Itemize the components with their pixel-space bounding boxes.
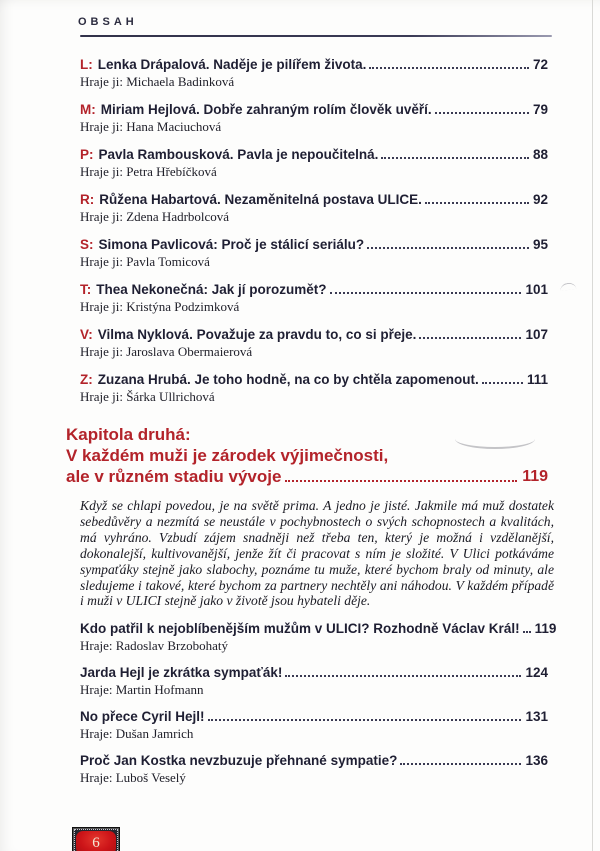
- dot-leader: [367, 247, 529, 249]
- entry-letter: T:: [80, 282, 92, 297]
- dot-leader: [419, 337, 521, 339]
- dot-leader: [425, 202, 529, 204]
- toc-section-chapter2: [80, 620, 557, 796]
- dot-leader: [482, 382, 523, 384]
- toc-entry-line: [80, 281, 548, 298]
- entry-title: Simona Pavlicová: Proč je stálicí seriálu?: [98, 237, 365, 252]
- entry-letter: Z:: [80, 372, 93, 387]
- entry-title: Miriam Hejlová. Dobře zahraným rolím člověk uvěří.: [100, 102, 432, 117]
- dot-leader: [285, 675, 521, 677]
- toc-entry: [80, 236, 548, 269]
- entry-page-number: 107: [525, 327, 548, 342]
- entry-actor: Hraje ji: Petra Hřebíčková: [80, 164, 217, 179]
- dot-leader: [208, 719, 522, 721]
- chapter-heading-line3: ale v různém stadiu vývoje: [66, 467, 282, 486]
- toc-entry: [80, 708, 548, 741]
- entry-actor: Hraje ji: Kristýna Podzimková: [80, 299, 240, 314]
- chapter-heading: [66, 424, 548, 487]
- entry-page-number: 119: [534, 621, 557, 636]
- toc-entry: [80, 752, 548, 785]
- page-number-badge: [72, 827, 120, 851]
- toc-entry-line: [80, 101, 548, 118]
- entry-page-number: 92: [532, 192, 548, 207]
- toc-entry: [80, 56, 548, 89]
- entry-page-number: 101: [525, 282, 548, 297]
- entry-actor: Hraje ji: Šárka Ullrichová: [80, 389, 215, 404]
- entry-actor: Hraje ji: Michaela Badinková: [80, 74, 235, 89]
- chapter-heading-line2: V každém muži je zárodek výjimečnosti,: [66, 446, 389, 465]
- toc-entry-line: [80, 708, 548, 725]
- entry-title: Jarda Hejl je zkrátka sympaťák!: [80, 665, 283, 680]
- entry-actor: Hraje: Martin Hofmann: [80, 682, 204, 697]
- entry-title: Kdo patřil k nejoblíbenějším mužům v ULICI? Rozhodně Václav Král!: [80, 621, 520, 636]
- entry-actor: Hraje: Dušan Jamrich: [80, 726, 194, 741]
- toc-entry-line: [80, 371, 548, 388]
- entry-page-number: 111: [526, 372, 548, 387]
- entry-page-number: 136: [525, 753, 548, 768]
- scan-smudge: [560, 282, 577, 291]
- dot-leader: [400, 763, 521, 765]
- toc-entry-line: [80, 236, 548, 253]
- entry-page-number: 95: [532, 237, 548, 252]
- entry-page-number: 124: [525, 665, 548, 680]
- page-title: OBSAH: [78, 16, 138, 28]
- toc-entry-line: [80, 326, 548, 343]
- page-number: 6: [76, 831, 116, 851]
- toc-entry-line: [80, 752, 548, 769]
- entry-page-number: 131: [525, 709, 548, 724]
- entry-letter: P:: [80, 147, 94, 162]
- toc-entry: [80, 101, 548, 134]
- toc-entry-line: [80, 664, 548, 681]
- entry-title: Zuzana Hrubá. Je toho hodně, na co by chtěla zapomenout.: [97, 372, 479, 387]
- entry-letter: M:: [80, 102, 96, 117]
- entry-actor: Hraje ji: Hana Maciuchová: [80, 119, 222, 134]
- toc-entry: [80, 620, 557, 653]
- entry-page-number: 72: [532, 57, 548, 72]
- page-edge-shadow: [592, 0, 593, 851]
- dot-leader: [435, 112, 529, 114]
- toc-entry-line: [80, 56, 548, 73]
- entry-actor: Hraje ji: Pavla Tomicová: [80, 254, 210, 269]
- chapter-heading-line3-row: [66, 466, 548, 487]
- entry-title: Proč Jan Kostka nevzbuzuje přehnané sympatie?: [80, 753, 398, 768]
- entry-title: Pavla Rambousková. Pavla je nepoučitelná.: [98, 147, 379, 162]
- toc-entry: [80, 371, 548, 404]
- entry-page-number: 79: [532, 102, 548, 117]
- header-divider: [80, 35, 552, 37]
- toc-entry: [80, 326, 548, 359]
- entry-title: Vilma Nyklová. Považuje za pravdu to, co si přeje.: [97, 327, 417, 342]
- entry-letter: L:: [80, 57, 93, 72]
- toc-section-characters: [80, 56, 548, 416]
- toc-entry-line: [80, 620, 557, 637]
- entry-actor: Hraje: Radoslav Brzobohatý: [80, 638, 229, 653]
- toc-entry: [80, 146, 548, 179]
- entry-letter: S:: [80, 237, 94, 252]
- dot-leader: [369, 67, 529, 69]
- toc-entry-line: [80, 191, 548, 208]
- dot-leader: [523, 631, 531, 633]
- entry-title: No přece Cyril Hejl!: [80, 709, 205, 724]
- chapter-intro-paragraph: Když se chlapi povedou, je na světě prima. A jedno je jisté. Jakmile má muž dostatek sebedůvěry a nezmítá se neustále v pochybnostech o svých schopnostech a kvalitách, má vyhráno. Vzbudí zájem snadněji než třeba ten, který je možná i vzdělanější, dokonalejší, kultivovanější, jenže žít či pracovat s ním je složité. V Ulici potkáváme sympaťáky stejně jako slabochy, poznáme tu muže, které bychom braly od minuty, ale sledujeme i takové, které bychom za partnery nechtěly ani náhodou. V každém případě i muži v ULICI stejně jako v životě jsou hybateli děje.: [80, 498, 554, 609]
- entry-letter: V:: [80, 327, 93, 342]
- toc-entry: [80, 191, 548, 224]
- entry-actor: Hraje ji: Jaroslava Obermaierová: [80, 344, 253, 359]
- entry-title: Thea Nekonečná: Jak jí porozumět?: [96, 282, 327, 297]
- chapter-page-number: 119: [522, 468, 548, 485]
- entry-letter: R:: [80, 192, 95, 207]
- dot-leader: [381, 157, 529, 159]
- entry-title: Lenka Drápalová. Naděje je pilířem života.: [97, 57, 367, 72]
- entry-page-number: 88: [532, 147, 548, 162]
- dot-leader: [285, 480, 517, 482]
- toc-entry: [80, 281, 548, 314]
- dot-leader: [330, 292, 522, 294]
- entry-actor: Hraje ji: Zdena Hadrbolcová: [80, 209, 230, 224]
- toc-entry: [80, 664, 548, 697]
- chapter-heading-line1: Kapitola druhá:: [66, 425, 191, 444]
- toc-entry-line: [80, 146, 548, 163]
- entry-actor: Hraje: Luboš Veselý: [80, 770, 186, 785]
- entry-title: Růžena Habartová. Nezaměnitelná postava ULICE.: [99, 192, 422, 207]
